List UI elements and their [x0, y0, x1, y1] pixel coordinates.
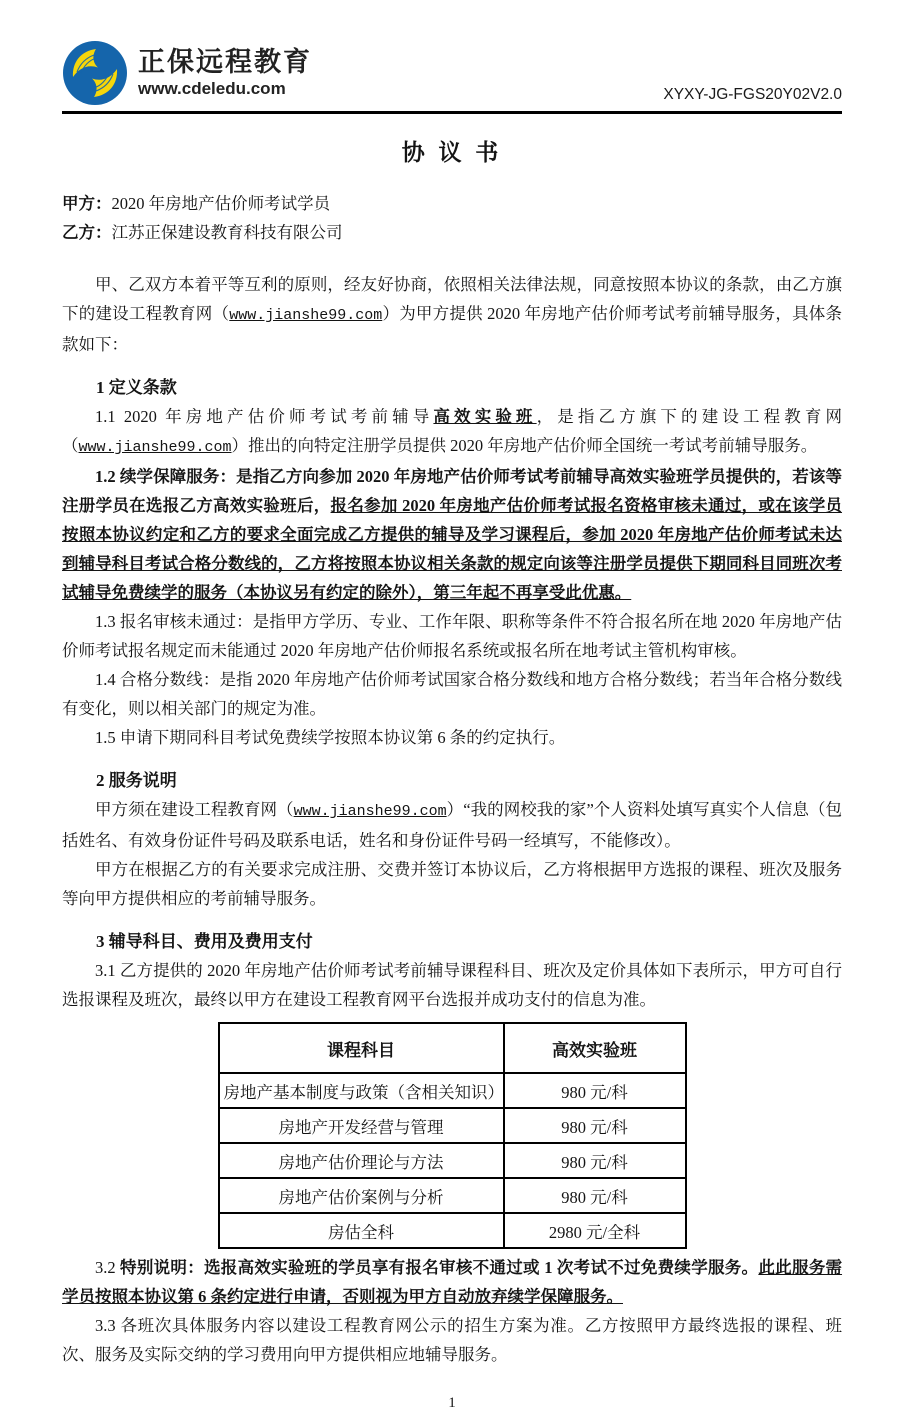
course-name: 房地产基本制度与政策（含相关知识）	[219, 1073, 504, 1108]
parties-block	[62, 189, 842, 247]
intro-paragraph	[62, 270, 842, 359]
clause-3-2-number: 3.2	[95, 1258, 121, 1277]
table-row	[219, 1178, 686, 1213]
party-b-line	[62, 218, 842, 247]
clause-1-1	[62, 402, 842, 462]
course-name: 房地产开发经营与管理	[219, 1108, 504, 1143]
course-price: 980 元/科	[504, 1143, 686, 1178]
column-header-subject: 课程科目	[219, 1023, 504, 1073]
section3-heading: 3 辅导科目、费用及费用支付	[96, 932, 313, 951]
course-name: 房地产估价理论与方法	[219, 1143, 504, 1178]
brand-text	[138, 48, 312, 97]
brand-block	[62, 40, 312, 106]
clause-1-1-emphasis: 高效实验班	[433, 407, 537, 426]
clause-1-3: 1.3 报名审核未通过：是指甲方学历、专业、工作年限、职称等条件不符合报名所在地 2020 年房地产估价师考试报名规定而未能通过 2020 年房地产估价师报名系统或报名所在地考试主管机构审核。	[62, 612, 842, 660]
section2-heading: 2 服务说明	[96, 771, 177, 790]
party-a-value: 2020 年房地产估价师考试学员	[111, 194, 331, 213]
table-row	[219, 1073, 686, 1108]
section2-text-2: ）“我的网校我的家”个人资料处填写真实个人信息（包括姓名、有效身份证件号码及联系电话，姓名和身份证件号码一经填写，不能修改）。	[62, 800, 842, 850]
jianshe99-link[interactable]: www.jianshe99.com	[229, 307, 383, 324]
brand-url: www.cdeledu.com	[138, 78, 286, 98]
clause-1-2-bold-underline: 报名参加 2020 年房地产估价师考试报名资格审核未通过，或在该学员按照本协议约定和乙方的要求全面完成乙方提供的辅导及学习课程后，参加 2020 年房地产估价师考试未达到辅导科目考试合格分数线的，乙方将按照本协议相关条款的规定向该等注册学员提供下期同科目同班次考试辅导免费续学的服务（本协议另有约定的除外），第三年起不再享受此优惠。	[62, 496, 843, 602]
clause-3-3: 3.3 各班次具体服务内容以建设工程教育网公示的招生方案为准。乙方按照甲方最终选报的课程、班次、服务及实际交纳的学习费用向甲方提供相应地辅导服务。	[62, 1316, 842, 1364]
section2-text-1: 甲方须在建设工程教育网（	[95, 800, 294, 819]
course-price: 980 元/科	[504, 1178, 686, 1213]
jianshe99-link[interactable]: www.jianshe99.com	[78, 439, 232, 456]
clause-1-1-text-3: ）推出的向特定注册学员提供 2020 年房地产估价师全国统一考试考前辅导服务。	[231, 436, 818, 455]
intro-text-1: 甲、乙双方本着平等互利的原则，经友好协商，依照相关法律法规，同意按照本协议的条款，由乙方旗下的建设工程教育网（	[62, 275, 842, 323]
course-price: 980 元/科	[504, 1108, 686, 1143]
party-a-line	[62, 189, 842, 218]
document-title: 协 议 书	[401, 140, 503, 165]
table-row	[219, 1108, 686, 1143]
clause-3-2	[62, 1253, 842, 1311]
clause-1-1-text-1: 1.1 2020 年房地产估价师考试考前辅导	[95, 407, 434, 426]
party-b-value: 江苏正保建设教育科技有限公司	[111, 223, 343, 242]
clause-1-2-bold: 1.2 续学保障服务：是指乙方向参加 2020 年房地产估价师考试考前辅导高效实验班学员提供的，若该等注册学员在选报乙方高效实验班后，	[62, 467, 842, 515]
course-price: 980 元/科	[504, 1073, 686, 1108]
course-name: 房地产估价案例与分析	[219, 1178, 504, 1213]
clause-3-1: 3.1 乙方提供的 2020 年房地产估价师考试考前辅导课程科目、班次及定价具体如下表所示，甲方可自行选报课程及班次，最终以甲方在建设工程教育网平台选报并成功支付的信息为准。	[62, 961, 842, 1009]
page-header	[62, 40, 842, 114]
section2-paragraph-2: 甲方在根据乙方的有关要求完成注册、交费并签订本协议后，乙方将根据甲方选报的课程、班次及服务等向甲方提供相应的考前辅导服务。	[62, 860, 842, 908]
document-code: XYXY-JG-FGS20Y02V2.0	[663, 86, 842, 103]
page-number: 1	[448, 1395, 456, 1411]
clause-1-5: 1.5 申请下期同科目考试免费续学按照本协议第 6 条的约定执行。	[95, 728, 566, 747]
clause-1-4: 1.4 合格分数线：是指 2020 年房地产估价师考试国家合格分数线和地方合格分数线；若当年合格分数线有变化，则以相关部门的规定为准。	[62, 670, 842, 718]
course-price-table	[218, 1022, 687, 1249]
course-name: 房估全科	[219, 1213, 504, 1248]
section1-heading: 1 定义条款	[96, 378, 177, 397]
clause-3-2-bold: 特别说明：选报高效实验班的学员享有报名审核不通过或 1 次考试不过免费续学服务。	[120, 1258, 759, 1277]
clause-3-2-bold-underline: 此此服务需学员按照本协议第 6 条约定进行申请，否则视为甲方自动放弃续学保障服务。	[62, 1258, 843, 1306]
party-b-label: 乙方：	[62, 223, 112, 242]
clause-1-1-text-2: ，是指乙方旗下的建设工程教育网（	[62, 407, 843, 455]
party-a-label: 甲方：	[62, 194, 112, 213]
jianshe99-link[interactable]: www.jianshe99.com	[293, 803, 447, 820]
table-row	[219, 1143, 686, 1178]
table-header-row	[219, 1023, 686, 1073]
cdeledu-logo-icon	[62, 40, 128, 106]
brand-name: 正保远程教育	[138, 47, 312, 78]
section2-paragraph-1	[62, 795, 842, 855]
table-row	[219, 1213, 686, 1248]
clause-1-2	[62, 462, 842, 607]
course-price: 2980 元/全科	[504, 1213, 686, 1248]
intro-text-2: ）为甲方提供 2020 年房地产估价师考试考前辅导服务，具体条款如下：	[62, 304, 843, 354]
column-header-class: 高效实验班	[504, 1023, 686, 1073]
